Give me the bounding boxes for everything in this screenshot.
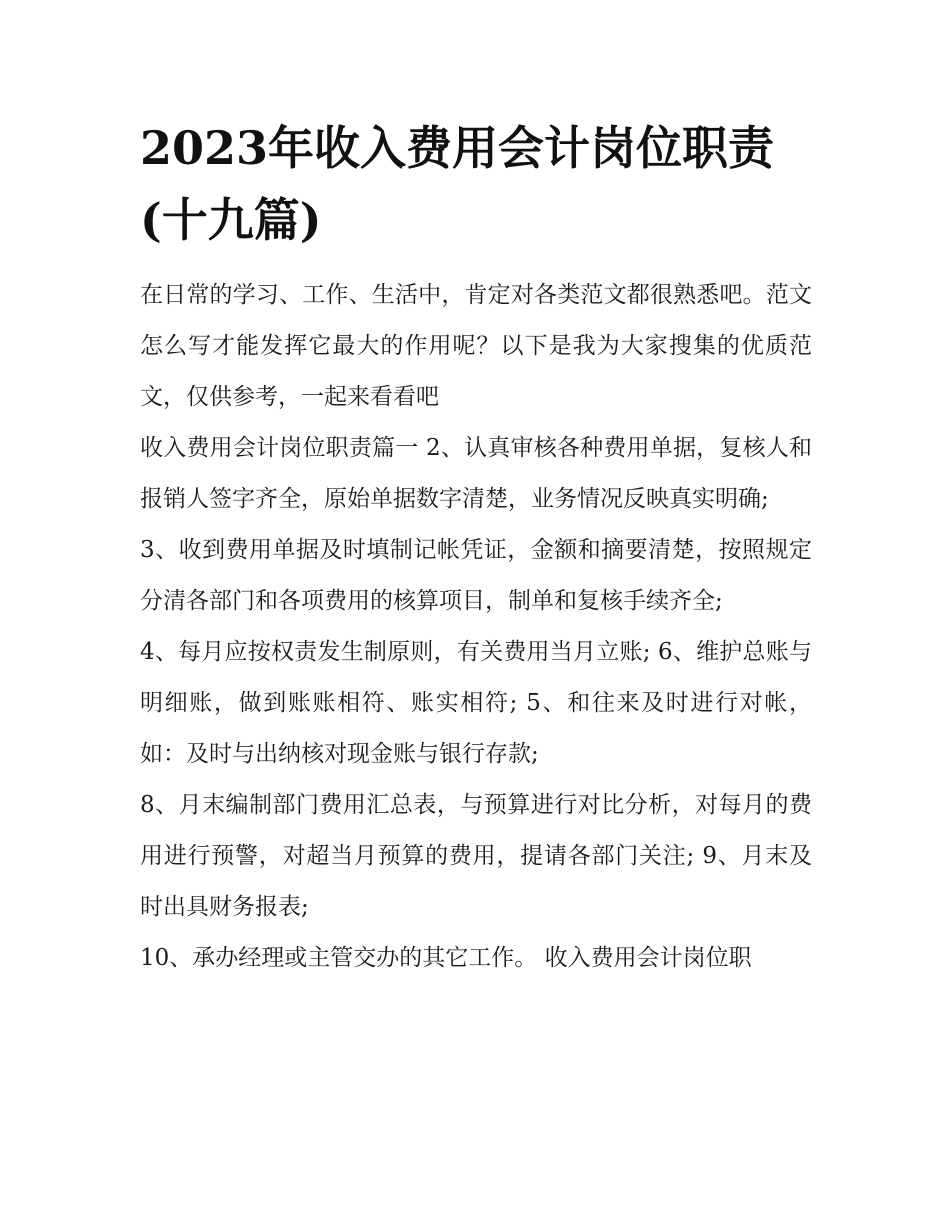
paragraph-duty-4-6-5: 4、每月应按权责发生制原则，有关费用当月立账; 6、维护总账与明细账，做到账账相符、账实相符; 5、和往来及时进行对帐，如：及时与出纳核对现金账与银行存款; — [140, 639, 812, 767]
document-title: 2023年收入费用会计岗位职责(十九篇) — [140, 121, 775, 247]
paragraph-duty-10: 10、承办经理或主管交办的其它工作。 收入费用会计岗位职 — [140, 945, 752, 971]
document-body — [140, 112, 812, 984]
paragraph-intro: 在日常的学习、工作、生活中，肯定对各类范文都很熟悉吧。范文怎么写才能发挥它最大的作用呢？以下是我为大家搜集的优质范文，仅供参考，一起来看看吧 — [140, 282, 812, 410]
paragraph-duty-8-9: 8、月末编制部门费用汇总表，与预算进行对比分析，对每月的费用进行预警，对超当月预算的费用，提请各部门关注; 9、月末及时出具财务报表; — [140, 792, 812, 920]
paragraph-duty-2: 收入费用会计岗位职责篇一 2、认真审核各种费用单据，复核人和报销人签字齐全，原始单据数字清楚，业务情况反映真实明确; — [140, 435, 812, 512]
paragraph-duty-3: 3、收到费用单据及时填制记帐凭证，金额和摘要清楚，按照规定分清各部门和各项费用的核算项目，制单和复核手续齐全; — [140, 537, 812, 614]
